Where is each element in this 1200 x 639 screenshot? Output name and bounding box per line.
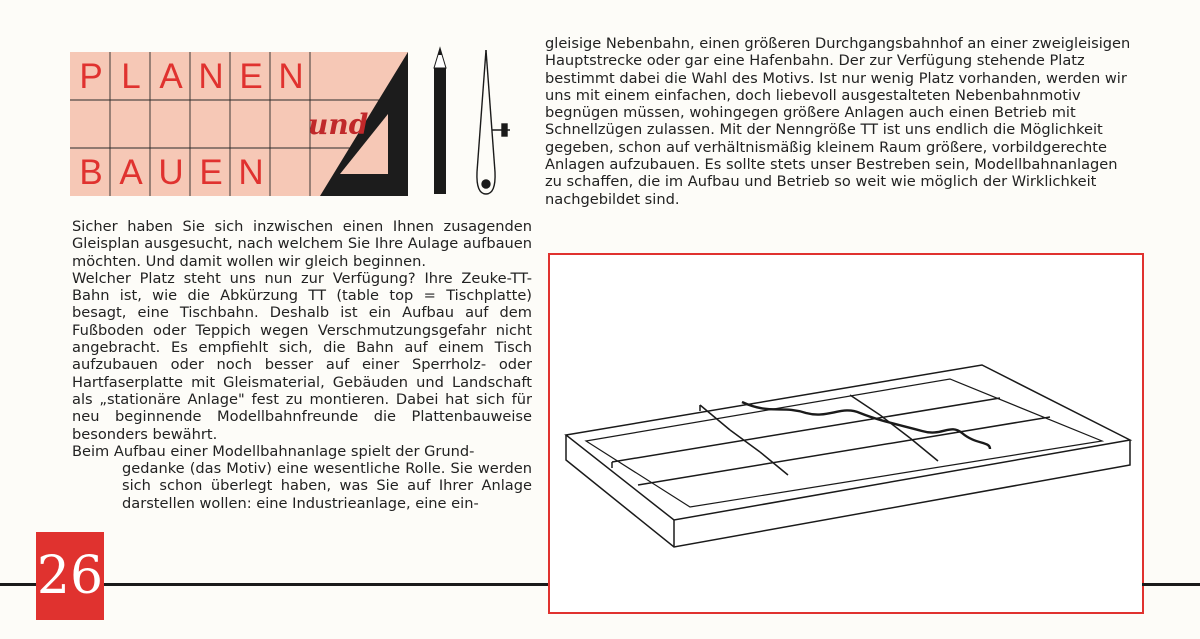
- paragraph: Sicher haben Sie sich inzwischen einen Ihnen zusagenden Gleisplan ausgesucht, nach welchem Sie Ihre Aulage aufbauen möchten. Und damit wollen wir gleich beginnen.: [72, 218, 532, 270]
- footer-rule: [0, 583, 36, 586]
- title-block: [70, 52, 408, 196]
- footer-rule: [1142, 583, 1200, 586]
- title-letter: E: [239, 57, 263, 96]
- baseboard-drawing: [550, 255, 1142, 612]
- paragraph: Welcher Platz steht uns nun zur Verfügung? Ihre Zeuke-TT-Bahn ist, wie die Abkürzung TT (table top = Tischplatte) besagt, eine Tischbahn. Deshalb ist ein Aufbau auf dem Fußboden oder Teppich wegen Verschmutzungsgefahr nicht angebracht. Es empfiehlt sich, die Bahn auf einem Tisch aufzubauen oder noch besser auf einer Sperrholz- oder Hartfaserplatte mit Gleismaterial, Gebäuden und Landschaft als „stationäre Anlage" fest zu montieren. Dabei hat sich für neu beginnende Modellbahnfreunde die Plattenbauweise besonders bewährt.: [72, 269, 532, 443]
- pencil-icon: [434, 48, 446, 194]
- drawing-tools-icon: [428, 44, 518, 204]
- title-letter: A: [119, 153, 143, 192]
- title-letter: N: [278, 57, 304, 96]
- title-letter: A: [159, 57, 183, 96]
- page-number: 26: [36, 532, 104, 620]
- right-column-text: [545, 35, 1137, 208]
- title-letter: B: [79, 153, 103, 192]
- title-letter: N: [238, 153, 264, 192]
- title-letter: P: [79, 57, 103, 96]
- compass-icon: [477, 50, 510, 194]
- paragraph: gedanke (das Motiv) eine wesentliche Rolle. Sie werden sich schon überlegt haben, was Sie auf Ihrer Anlage darstellen wollen: eine Industrieanlage, eine ein-: [122, 460, 532, 512]
- title-connector: und: [308, 108, 369, 141]
- title-letter: L: [121, 57, 141, 96]
- title-letter: E: [199, 153, 223, 192]
- paragraph: Beim Aufbau einer Modellbahnanlage spielt der Grund-: [72, 442, 475, 460]
- baseboard-illustration: [548, 253, 1144, 614]
- footer-rule: [104, 583, 548, 586]
- left-column-text: [72, 218, 532, 512]
- paragraph: gleisige Nebenbahn, einen größeren Durchgangsbahnhof an einer zweigleisigen Hauptstrecke oder gar eine Hafenbahn. Der zur Verfügung stehende Platz bestimmt dabei die Wahl des Motivs. Ist nur wenig Platz vorhanden, werden wir uns mit einem einfachen, doch liebevoll ausgestalteten Nebenbahnmotiv begnügen müssen, wohingegen größere Anlagen auch einen Betrieb mit Schnellzügen zulassen. Mit der Nenngröße TT ist uns endlich die Möglichkeit gegeben, schon auf verhältnismäßig kleinem Raum größere, vorbildgerechte Anlagen aufzubauen. Es sollte stets unser Bestreben sein, Modellbahnanlagen zu schaffen, die im Aufbau und Betrieb so weit wie möglich der Wirklichkeit nachgebildet sind.: [545, 35, 1131, 208]
- title-letter: U: [158, 153, 184, 192]
- title-letter: N: [198, 57, 224, 96]
